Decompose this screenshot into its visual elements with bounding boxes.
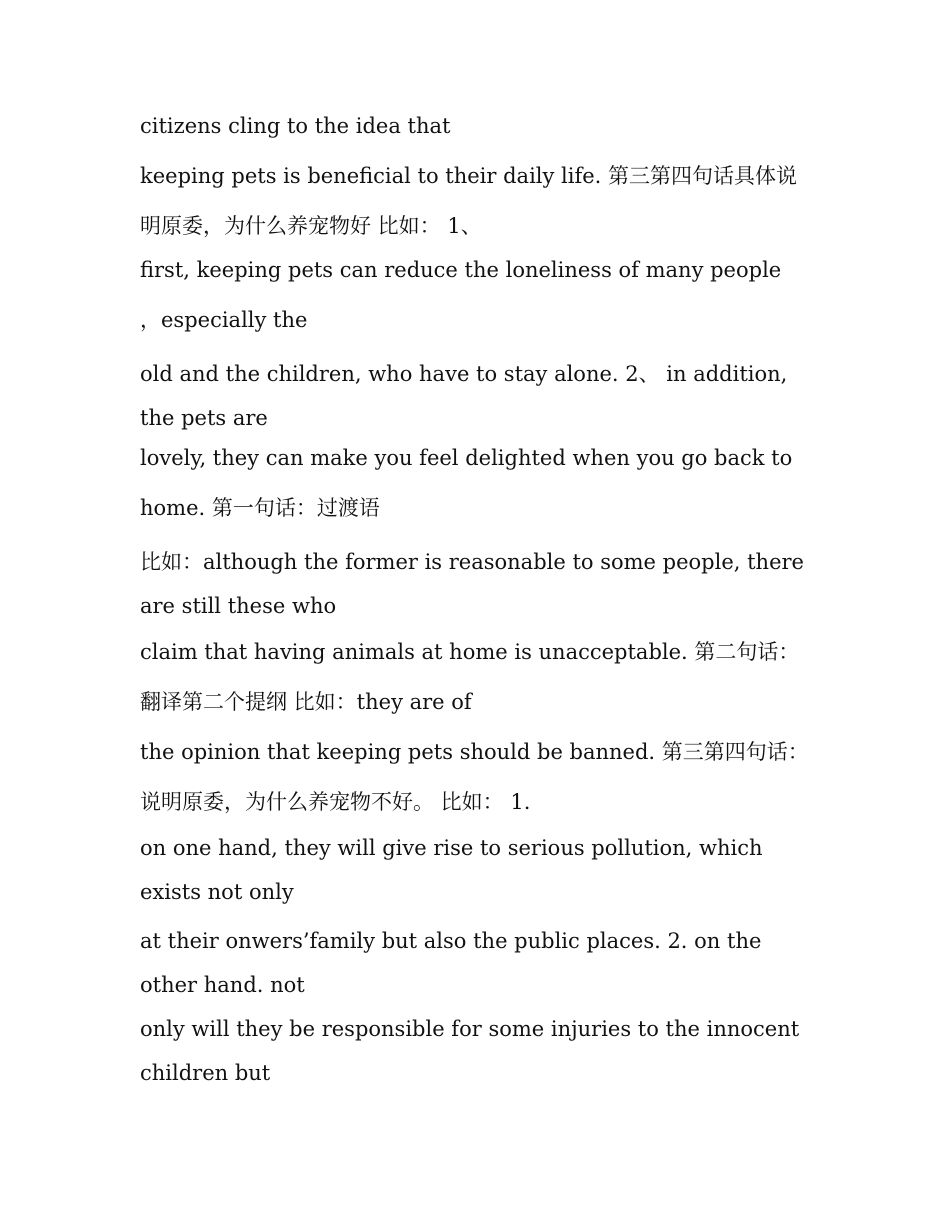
text-line: ，especially the bbox=[140, 308, 308, 332]
text-line: 翻译第二个提纲 比如：they are of bbox=[140, 690, 472, 714]
text-line: old and the children, who have to stay alone. 2、 in addition, the pets are bbox=[140, 362, 788, 430]
text-line: at their onwers’family but also the public places. 2. on the other hand. not bbox=[140, 929, 762, 997]
text-line: home. 第一句话：过渡语 bbox=[140, 496, 380, 520]
text-line: 说明原委，为什么养宠物不好。 比如： 1. bbox=[140, 790, 531, 814]
document-body bbox=[140, 108, 810, 1095]
text-line: citizens cling to the idea that bbox=[140, 114, 451, 138]
text-line: first, keeping pets can reduce the loneliness of many people bbox=[140, 258, 782, 282]
text-line: only will they be responsible for some injuries to the innocent children but bbox=[140, 1017, 800, 1085]
text-line: on one hand, they will give rise to serious pollution, which exists not only bbox=[140, 836, 763, 904]
text-line: 比如：although the former is reasonable to some people, there are still these who bbox=[140, 550, 804, 618]
text-line: keeping pets is beneficial to their daily life. 第三第四句话具体说 bbox=[140, 164, 798, 188]
text-line: the opinion that keeping pets should be banned. 第三第四句话： bbox=[140, 740, 809, 764]
text-line: claim that having animals at home is unacceptable. 第二句话： bbox=[140, 640, 800, 664]
text-line: 明原委，为什么养宠物好 比如： 1、 bbox=[140, 214, 482, 238]
text-line: lovely, they can make you feel delighted when you go back to bbox=[140, 446, 793, 470]
